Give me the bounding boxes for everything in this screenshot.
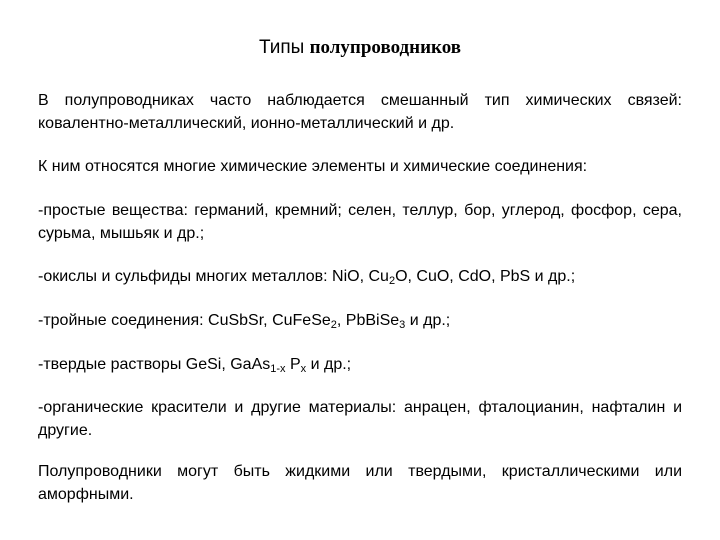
oxides-text-a: -окислы и сульфиды многих металлов: NiO, Cu [38, 268, 389, 285]
title-part-2: полупроводников [309, 37, 462, 58]
paragraph-organic-dyes: -органические красители и другие материалы: анрацен, фталоцианин, нафталин и другие. [38, 399, 682, 439]
paragraph-ternary-compounds [38, 309, 682, 332]
paragraph-liquid-solid: Полупроводники могут быть жидкими или твердыми, кристаллическими или аморфными. [38, 463, 682, 503]
oxides-text-b: O, CuO, CdO, PbS и др.; [395, 268, 576, 285]
paragraph-simple-substances: -простые вещества: германий, кремний; селен, теллур, бор, углерод, фосфор, сера, сурьма, мышьяк и др.; [38, 202, 682, 242]
oxides-sub-a: 2 [388, 275, 396, 287]
ternary-text-a: -тройные соединения: CuSbSr, CuFeSe [38, 312, 331, 329]
paragraph-mixed-bonds: В полупроводниках часто наблюдается смешанный тип химических связей: ковалентно-металлический, ионно-металлический и др. [38, 92, 682, 132]
solutions-text-b: P [285, 356, 301, 373]
ternary-text-b: , PbBiSe [336, 312, 400, 329]
solutions-sub-a: 1-x [270, 363, 286, 375]
paragraph-elements-intro: К ним относятся многие химические элементы и химические соединения: [38, 158, 588, 175]
paragraph-oxides-sulfides [38, 265, 682, 288]
paragraph-solid-solutions [38, 353, 682, 376]
ternary-text-c: и др.; [405, 312, 451, 329]
solutions-text-a: -твердые растворы GeSi, GaAs [38, 356, 271, 373]
title-part-1: Типы [258, 37, 305, 58]
solutions-text-c: и др.; [306, 356, 352, 373]
solutions-sub-b: x [300, 363, 307, 375]
page-title [0, 36, 720, 60]
ternary-sub-b: 3 [399, 319, 406, 331]
ternary-sub-a: 2 [330, 319, 337, 331]
